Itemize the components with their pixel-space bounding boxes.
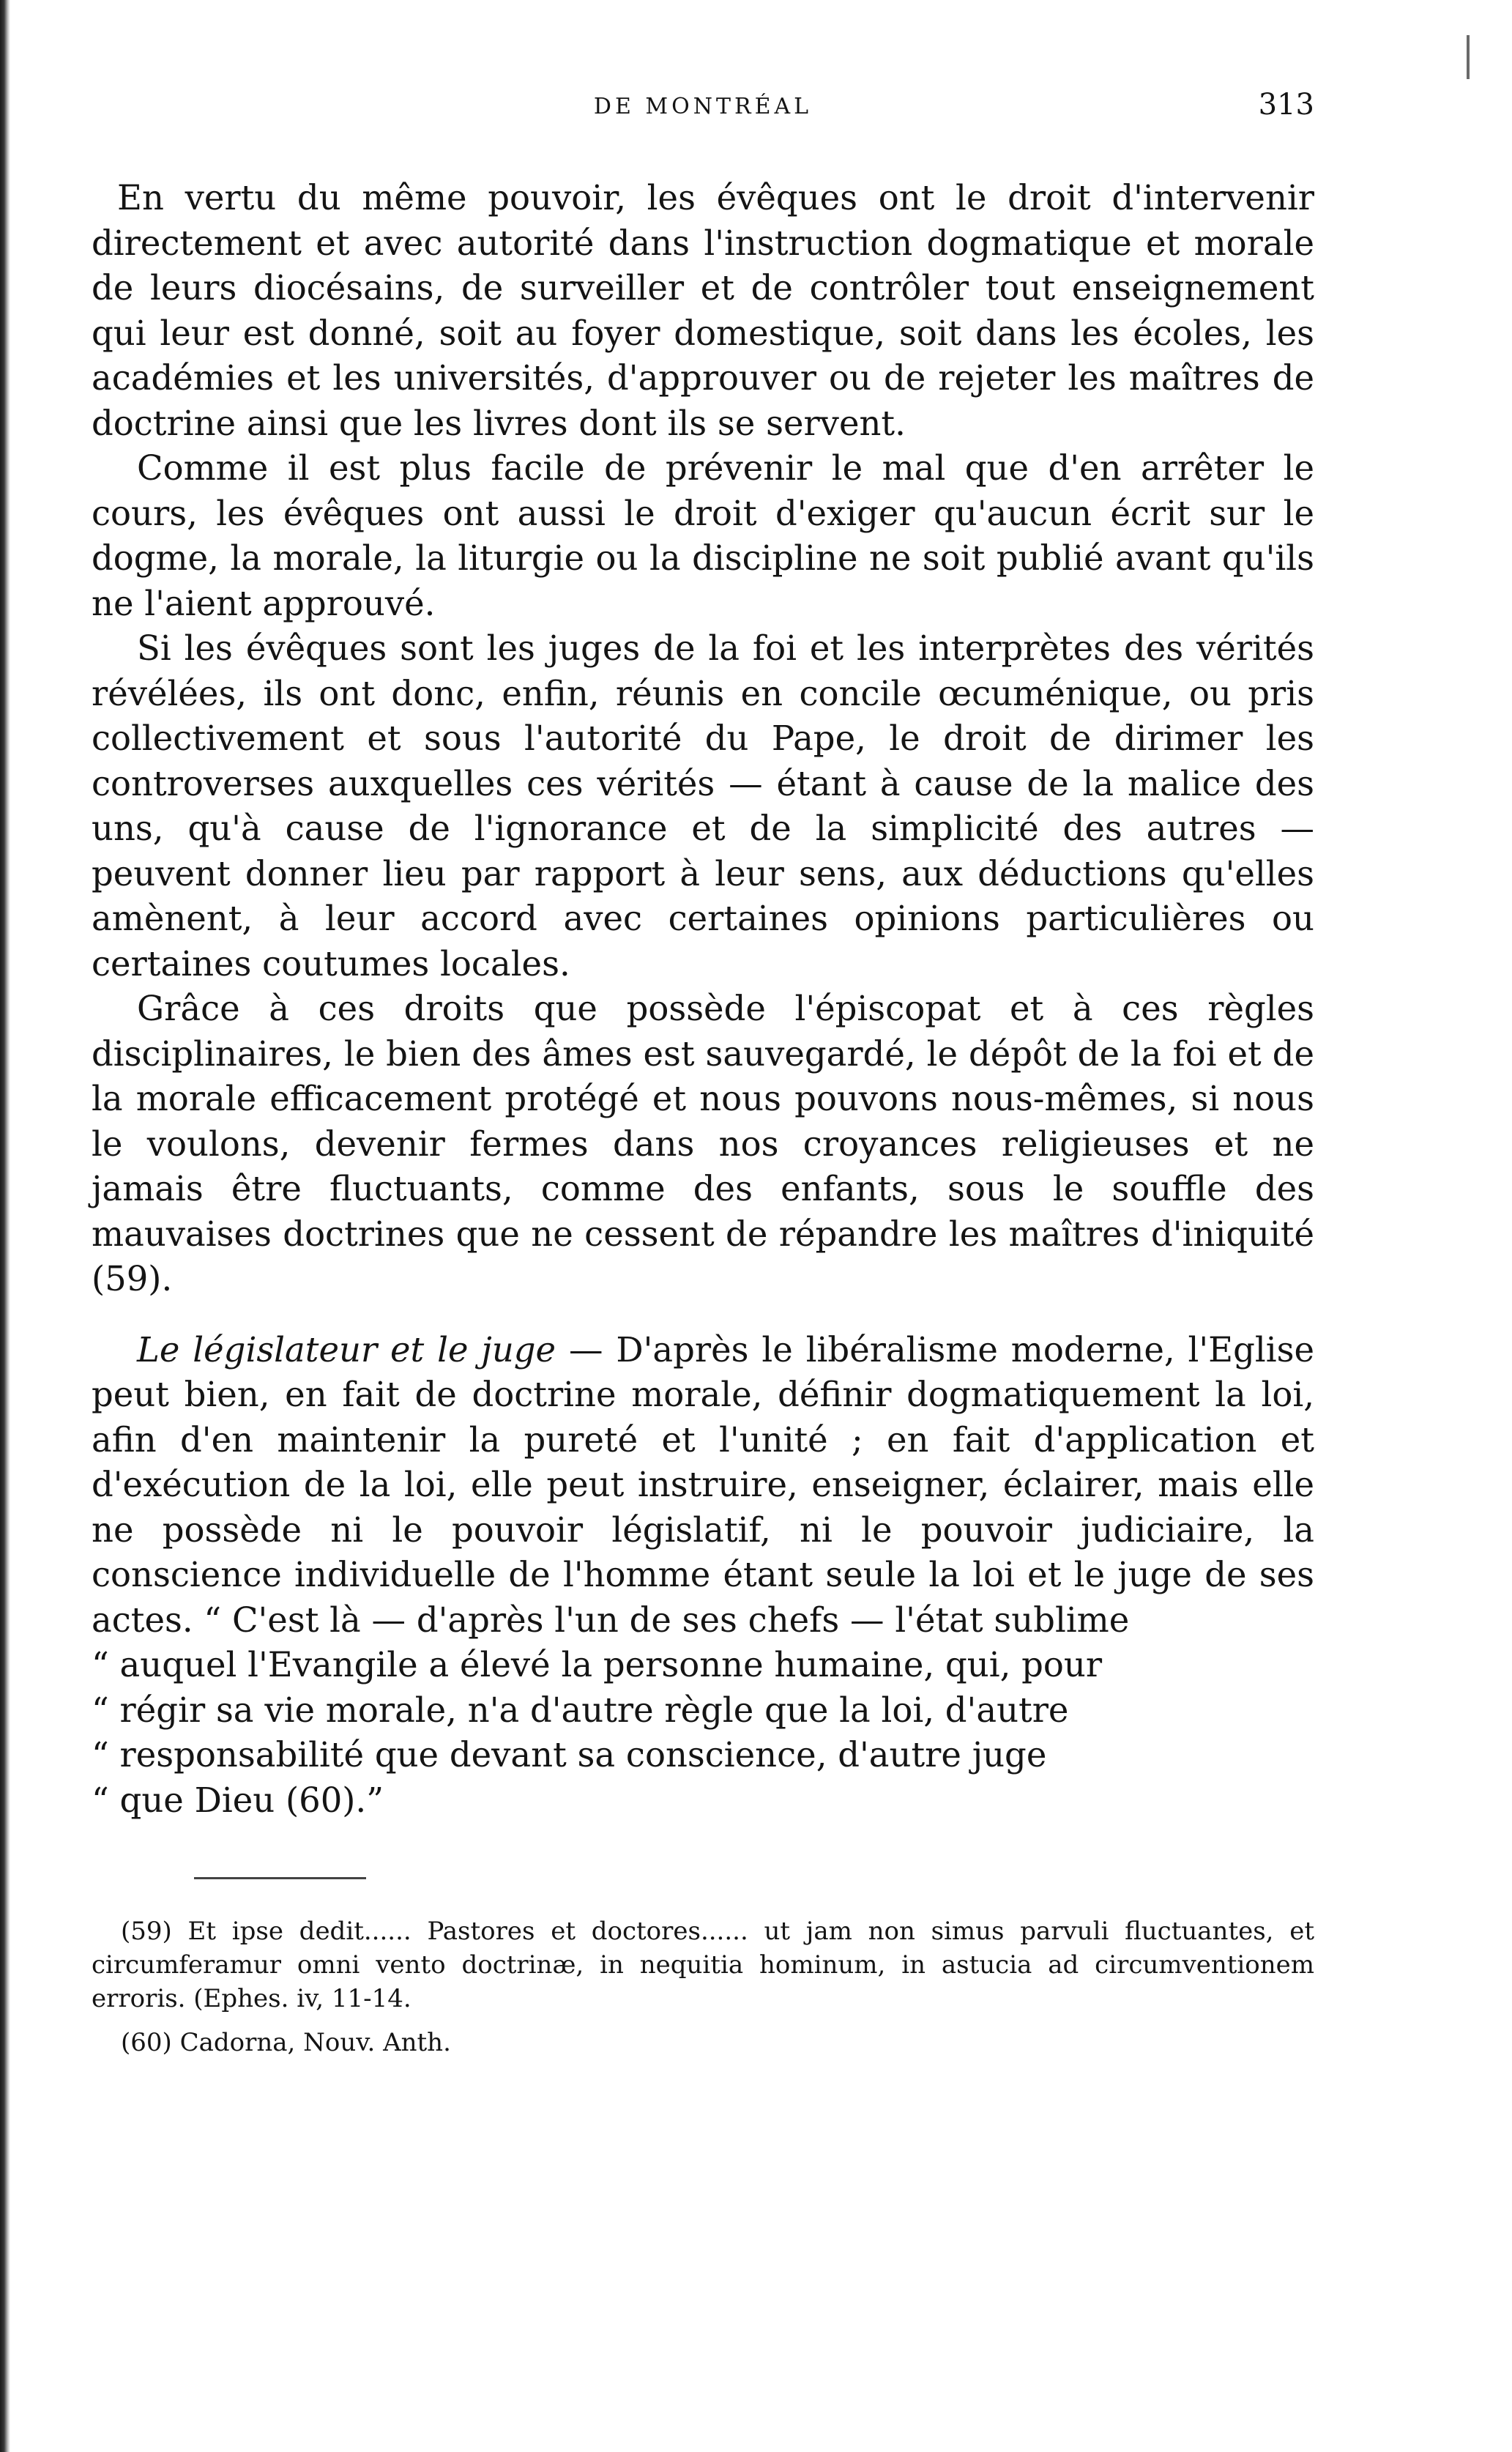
quote-line: “ auquel l'Evangile a élevé la personne humaine, qui, pour bbox=[92, 1645, 1103, 1684]
page-header bbox=[92, 88, 1314, 146]
margin-mark bbox=[1467, 35, 1470, 79]
section-text: — D'après le libéralisme moderne, l'Eglise peut bien, en fait de doctrine morale, définir dogmatiquement la loi, afin d'en maintenir la pureté et l'unité ; en fait d'application et d'exécution de la loi, elle peut instruire, enseigner, éclairer, mais elle ne possède ni le pouvoir législatif, ni le pouvoir judiciaire, la conscience individuelle de l'homme étant seule la loi et le juge de ses actes. “ C'est là — d'après l'un de ses chefs — l'état sublime bbox=[92, 1329, 1315, 1640]
quote-line: “ responsabilité que devant sa conscience, d'autre juge bbox=[92, 1735, 1047, 1775]
footnote: (60) Cadorna, Nouv. Anth. bbox=[121, 2028, 451, 2057]
runin-title: Le législateur et le juge bbox=[137, 1329, 556, 1370]
section-paragraph bbox=[92, 1328, 1314, 1824]
footnotes bbox=[92, 1914, 1314, 2059]
paragraph: Comme il est plus facile de prévenir le mal que d'en arrêter le cours, les évêques ont aussi le droit d'exiger qu'aucun écrit sur le dogme, la morale, la liturgie ou la discipline ne soit publié avant qu'ils ne l'aient approuvé. bbox=[92, 448, 1314, 623]
paragraph: En vertu du même pouvoir, les évêques ont le droit d'intervenir directement et avec autorité dans l'instruction dogmatique et morale de leurs diocésains, de surveiller et de contrôler tout enseignement qui leur est donné, soit au foyer domestique, soit dans les écoles, les académies et les universités, d'approuver ou de rejeter les maîtres de doctrine ainsi que les livres dont ils se servent. bbox=[92, 178, 1314, 443]
quote-line: “ régir sa vie morale, n'a d'autre règle que la loi, d'autre bbox=[92, 1690, 1069, 1730]
quote-line: “ que Dieu (60).” bbox=[92, 1780, 384, 1820]
paragraph: Si les évêques sont les juges de la foi et les interprètes des vérités révélées, ils ont donc, enfin, réunis en concile œcuménique, ou pris collectivement et sous l'autorité du Pape, le droit de dirimer les controverses auxquelles ces vérités — étant à cause de la malice des uns, qu'à cause de l'ignorance et de la simplicité des autres — peuvent donner lieu par rapport à leur sens, aux déductions qu'elles amènent, à leur accord avec certaines opinions particulières ou certaines coutumes locales. bbox=[92, 628, 1314, 984]
footnote: (59) Et ipse dedit...... Pastores et doctores...... ut jam non simus parvuli fluctuantes, et circumferamur omni vento doctrinæ, in nequitia hominum, in astucia ad circumventionem erroris. (Ephes. iv, 11-14. bbox=[92, 1917, 1314, 2013]
page-number: 313 bbox=[1258, 88, 1314, 122]
footnote-rule bbox=[194, 1877, 366, 1879]
page bbox=[92, 88, 1314, 2059]
body-text bbox=[92, 176, 1314, 1823]
paragraph: Grâce à ces droits que possède l'épiscopat et à ces règles disciplinaires, le bien des âmes est sauvegardé, le dépôt de la foi et de la morale efficacement protégé et nous pouvons nous-mêmes, si nous le voulons, devenir fermes dans nos croyances religieuses et ne jamais être fluctuants, comme des enfants, sous le souffle des mauvaises doctrines que ne cessent de répandre les maîtres d'iniquité (59). bbox=[92, 989, 1314, 1299]
running-head: DE MONTRÉAL bbox=[593, 94, 813, 119]
book-spine-edge bbox=[0, 0, 10, 2452]
